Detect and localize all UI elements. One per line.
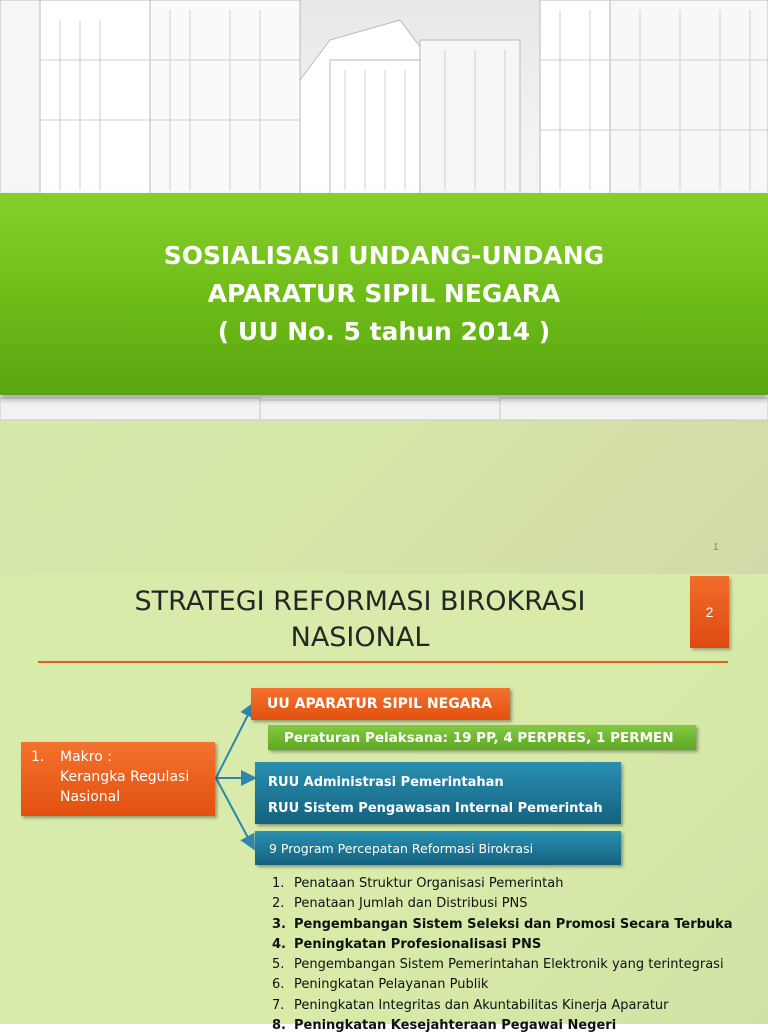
slide-number-badge: 2 [690, 576, 729, 648]
title-banner [0, 193, 768, 395]
makro-line-1: Makro : [60, 749, 112, 765]
ruu-box [255, 762, 621, 824]
list-item: 2. Penataan Jumlah dan Distribusi PNS [272, 896, 528, 912]
slide-2-title-line-2: NASIONAL [290, 622, 430, 653]
makro-text [60, 747, 189, 807]
arrow-to-program [216, 778, 253, 847]
list-item: 4. Peningkatan Profesionalisasi PNS [272, 936, 542, 952]
list-item: 1. Penataan Struktur Organisasi Pemerintah [272, 876, 564, 891]
slide-2 [0, 574, 768, 1034]
list-item: 7. Peningkatan Integritas dan Akuntabilitas Kinerja Aparatur [272, 997, 669, 1013]
list-item: 5. Pengembangan Sistem Pemerintahan Elektronik yang terintegrasi [272, 957, 724, 973]
list-item: 6. Peningkatan Pelayanan Publik [272, 977, 489, 993]
makro-box [21, 742, 215, 816]
slide-title-line-2: APARATUR SIPIL NEGARA [207, 279, 561, 308]
program-list [272, 874, 733, 1036]
slide-number: 1 [713, 542, 719, 553]
program-box: 9 Program Percepatan Reformasi Birokrasi [255, 831, 621, 865]
uu-asn-box: UU APARATUR SIPIL NEGARA [251, 688, 510, 720]
peraturan-pelaksana-box: Peraturan Pelaksana: 19 PP, 4 PERPRES, 1 PERMEN [268, 725, 696, 750]
makro-line-2: Kerangka Regulasi [60, 769, 190, 785]
list-item: 8. Peningkatan Kesejahteraan Pegawai Negeri [272, 1018, 617, 1034]
slide-2-title-line-1: STRATEGI REFORMASI BIROKRASI [134, 586, 586, 617]
makro-number: 1. [31, 749, 45, 765]
makro-line-3: Nasional [60, 789, 121, 805]
slide-title-line-3: ( UU No. 5 tahun 2014 ) [217, 317, 551, 346]
ruu-line-1: RUU Administrasi Pemerintahan [268, 775, 504, 790]
ruu-line-2: RUU Sistem Pengawasan Internal Pemerintah [268, 801, 603, 816]
list-item: 3. Pengembangan Sistem Seleksi dan Promosi Secara Terbuka [272, 916, 733, 932]
arrow-to-uu [216, 705, 253, 778]
slide-title-line-1: SOSIALISASI UNDANG-UNDANG [163, 241, 605, 270]
